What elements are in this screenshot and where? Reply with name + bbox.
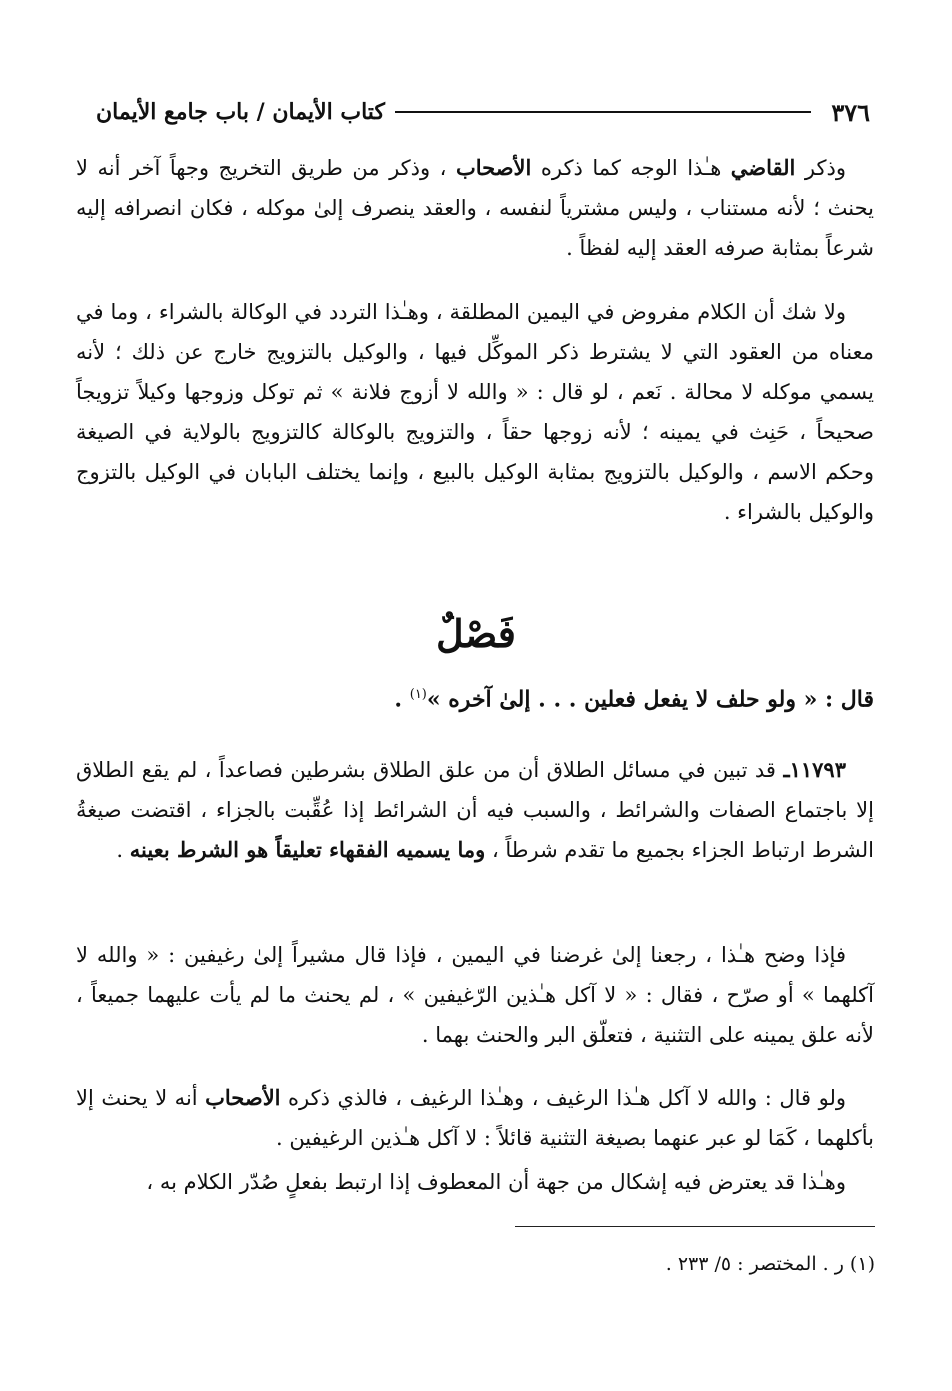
p3-text-b: . xyxy=(116,838,130,862)
p1-bold-ashab: الأصحاب xyxy=(455,155,532,180)
p5-text-a: ولو قال : والله لا آكل هـٰذا الرغيف ، وهـٰذا الرغيف ، فالذي ذكره xyxy=(280,1086,846,1110)
header-rule xyxy=(395,111,811,113)
p1-text-a: وذكر xyxy=(795,156,846,180)
issue-number: ١١٧٩٣ـ xyxy=(783,757,846,782)
paragraph-4 xyxy=(76,935,874,1055)
p2-text: ولا شك أن الكلام مفروض في اليمين المطلقة ، وهـٰذا التردد في الوكالة بالشراء ، وما في معناه من العقود التي لا يشترط ذكر الموكِّل فيها ، والوكيل بالتزويج خارج عن ذلك ؛ لأنه يسمي موكله لا محالة . نَعم ، لو قال : « والله لا أزوج فلانة » ثم توكل وزوجها وكيلاً تزويجاً صحيحاً ، حَنِث في يمينه ؛ لأنه زوجها حقاً ، والتزويج بالوكالة كالتزويج بالولاية في الصيغة وحكم الاسم ، والوكيل بالتزويج بمثابة الوكيل بالبيع ، وإنما يختلف البابان في الوكيل بالتزوج والوكيل بالشراء . xyxy=(76,300,874,524)
p5-text-b: أنه لا يحنث إلا بأكلهما ، كَمَا لو عبر عنهما بصيغة التثنية قائلاً : لا آكل هـٰذين الرغيفين . xyxy=(76,1086,874,1150)
paragraph-2 xyxy=(76,292,874,532)
p1-bold-qadi: القاضي xyxy=(730,155,796,180)
p3-text-a: قد تبين في مسائل الطلاق أن من علق الطلاق بشرطين فصاعداً ، لم يقع الطلاق إلا باجتماع الصفات والشرائط ، والسبب فيه أن الشرائط إذا عُقِّبت بالجزاء ، اقتضت صيغةُ الشرط ارتباط الجزاء بجميع ما تقدم شرطاً ، xyxy=(76,758,874,862)
page-header xyxy=(96,92,870,132)
footnote-rule xyxy=(515,1226,875,1227)
p1-text-c: ، وذكر من طريق التخريج وجهاً آخر أنه لا يحنث ؛ لأنه مستناب ، وليس مشترياً لنفسه ، والعقد ينصرف إلىٰ موكله ، فكان انصرافه إليه شرعاً بمثابة صرفه العقد إليه لفظاً . xyxy=(76,156,874,260)
paragraph-6 xyxy=(76,1162,874,1202)
quoted-statement xyxy=(300,674,874,720)
paragraph-3 xyxy=(76,750,874,870)
p1-text-b: هـٰذا الوجه كما ذكره xyxy=(531,156,731,180)
running-title: كتاب الأيمان / باب جامع الأيمان xyxy=(96,99,385,125)
p5-bold-ashab: الأصحاب xyxy=(205,1085,281,1110)
paragraph-5 xyxy=(76,1078,874,1158)
p3-bold: وما يسميه الفقهاء تعليقاً هو الشرط بعينه xyxy=(129,837,486,862)
p6-text: وهـٰذا قد يعترض فيه إشكال من جهة أن المعطوف إذا ارتبط بفعلٍ صُدّر الكلام به ، xyxy=(146,1170,846,1194)
qala-text: قال : « ولو حلف لا يفعل فعلين . . . إلىٰ آخره » xyxy=(426,686,874,713)
paragraph-1 xyxy=(76,148,874,268)
fasl-heading: فَصْلٌ xyxy=(436,611,516,656)
p4-text: فإذا وضح هـٰذا ، رجعنا إلىٰ غرضنا في اليمين ، فإذا قال مشيراً إلىٰ رغيفين : « والله لا آكلهما » أو صرّح ، فقال : « لا آكل هـٰذين الرّغيفين » ، لم يحنث ما لم يأت عليهما جميعاً ، لأنه علق يمينه على التثنية ، فتعلّق البر والحنث بهما . xyxy=(76,943,874,1047)
footnote: (١) ر . المختصر : ٥/ ٢٣٣ . xyxy=(665,1253,875,1275)
footnote-ref: (١) xyxy=(409,687,427,702)
qala-end: . xyxy=(394,686,410,713)
page-number: ٣٧٦ xyxy=(831,97,870,127)
